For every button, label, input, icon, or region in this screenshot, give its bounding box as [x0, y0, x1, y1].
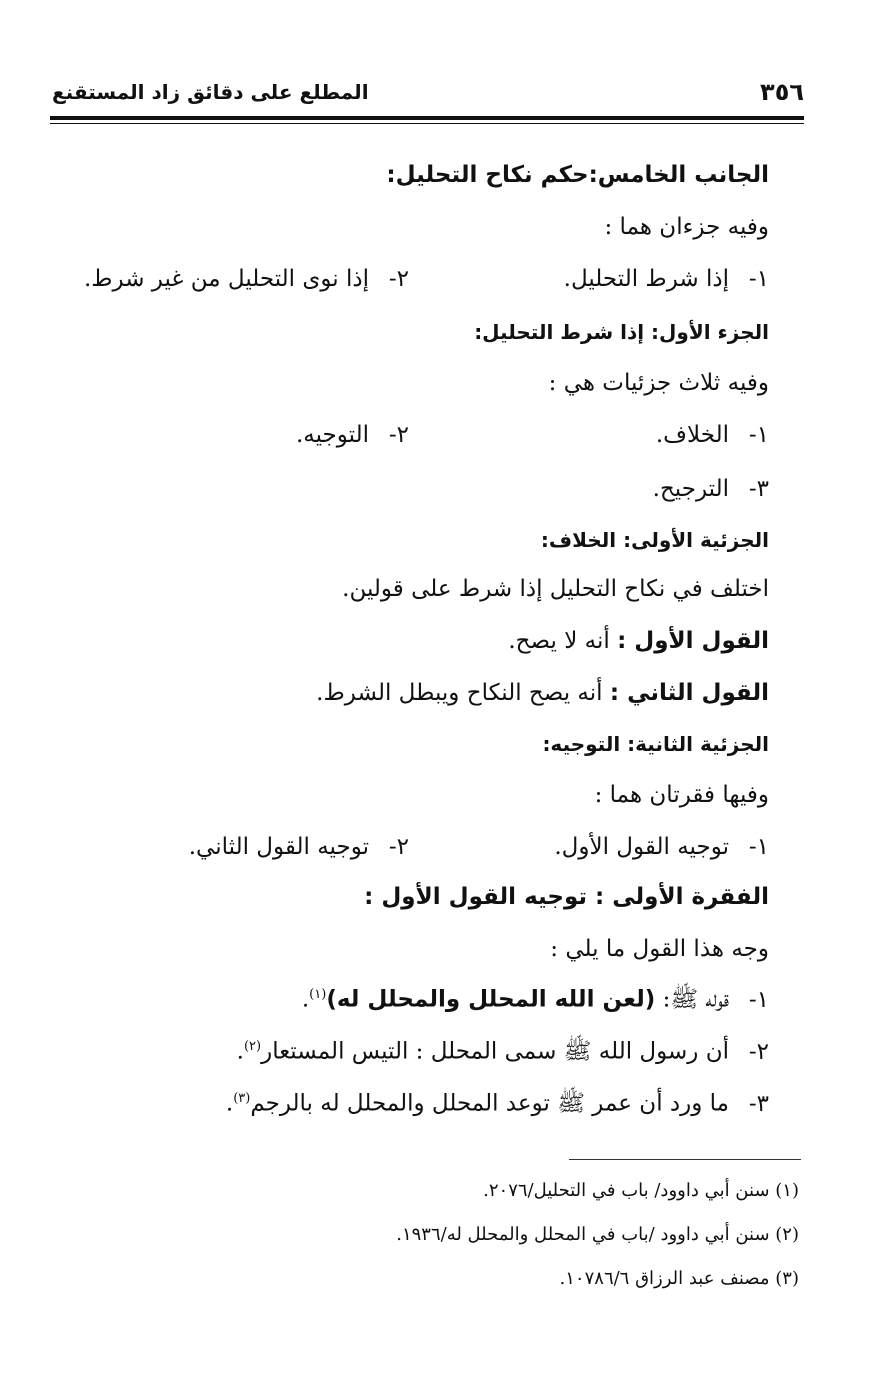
page-header	[52, 78, 804, 114]
paragraph1-title: الفقرة الأولى : توجيه القول الأول :	[364, 884, 769, 910]
footnote: (٣) مصنف عبد الرزاق ١٠٧٨٦/٦.	[559, 1268, 799, 1289]
intro-three-subparts: وفيه ثلاث جزئيات هي :	[548, 370, 769, 396]
footnote-separator	[569, 1159, 801, 1160]
subpart1-text: اختلف في نكاح التحليل إذا شرط على قولين.	[342, 576, 769, 602]
footnote-ref: (٢)	[243, 1039, 262, 1054]
page-number: ٣٥٦	[760, 78, 804, 106]
section-title: الجانب الخامس:حكم نكاح التحليل:	[386, 162, 769, 188]
opinion-1	[508, 630, 769, 653]
part1-title: الجزء الأول: إذا شرط التحليل:	[474, 320, 769, 344]
list-item: ٢-إذا نوى التحليل من غير شرط.	[83, 266, 409, 292]
list-item: ٢-التوجيه.	[295, 422, 409, 448]
opinion-1-label: القول الأول :	[617, 628, 769, 654]
list-item: ١-قوله ﷺ: (لعن الله المحلل والمحلل له)$^{(١)}$.	[301, 986, 769, 1013]
list-item: ١-توجيه القول الأول.	[554, 834, 769, 860]
list-item: ٣-ما ورد أن عمر ﷺ توعد المحلل والمحلل له بالرجم$^{(٣)}$.	[225, 1090, 769, 1117]
opinion-1-text: أنه لا يصح.	[508, 628, 610, 654]
opinion-2	[316, 682, 769, 705]
list-item: ٢-أن رسول الله ﷺ سمى المحلل : التيس المستعار$^{(٢)}$.	[236, 1038, 769, 1065]
intro-two-parts: وفيه جزءان هما :	[604, 214, 769, 240]
list-item: ١-إذا شرط التحليل.	[563, 266, 769, 292]
footnote: (٢) سنن أبي داوود /باب في المحلل والمحلل له/١٩٣٦.	[396, 1224, 799, 1245]
header-rule-thick	[50, 116, 804, 120]
footnote: (١) سنن أبي داوود/ باب في التحليل/٢٠٧٦.	[483, 1180, 799, 1201]
header-rule-thin	[50, 123, 804, 124]
subpart1-title: الجزئية الأولى: الخلاف:	[540, 528, 769, 552]
opinion-2-label: القول الثاني :	[609, 680, 769, 706]
list-item: ١-الخلاف.	[655, 422, 769, 448]
list-item: ٢-توجيه القول الثاني.	[188, 834, 409, 860]
list-item: ٣-الترجيح.	[652, 476, 769, 502]
footnote-ref: (٣)	[233, 1091, 251, 1106]
footnote-ref: (١)	[309, 987, 327, 1002]
opinion-2-text: أنه يصح النكاح ويبطل الشرط.	[316, 680, 603, 706]
intro-two-paragraphs: وفيها فقرتان هما :	[594, 782, 769, 808]
running-title: المطلع على دقائق زاد المستقنع	[52, 80, 369, 104]
intro-reasons: وجه هذا القول ما يلي :	[550, 936, 769, 962]
subpart2-title: الجزئية الثانية: التوجيه:	[542, 732, 769, 756]
hadith-text: (لعن الله المحلل والمحلل له)	[326, 986, 656, 1013]
